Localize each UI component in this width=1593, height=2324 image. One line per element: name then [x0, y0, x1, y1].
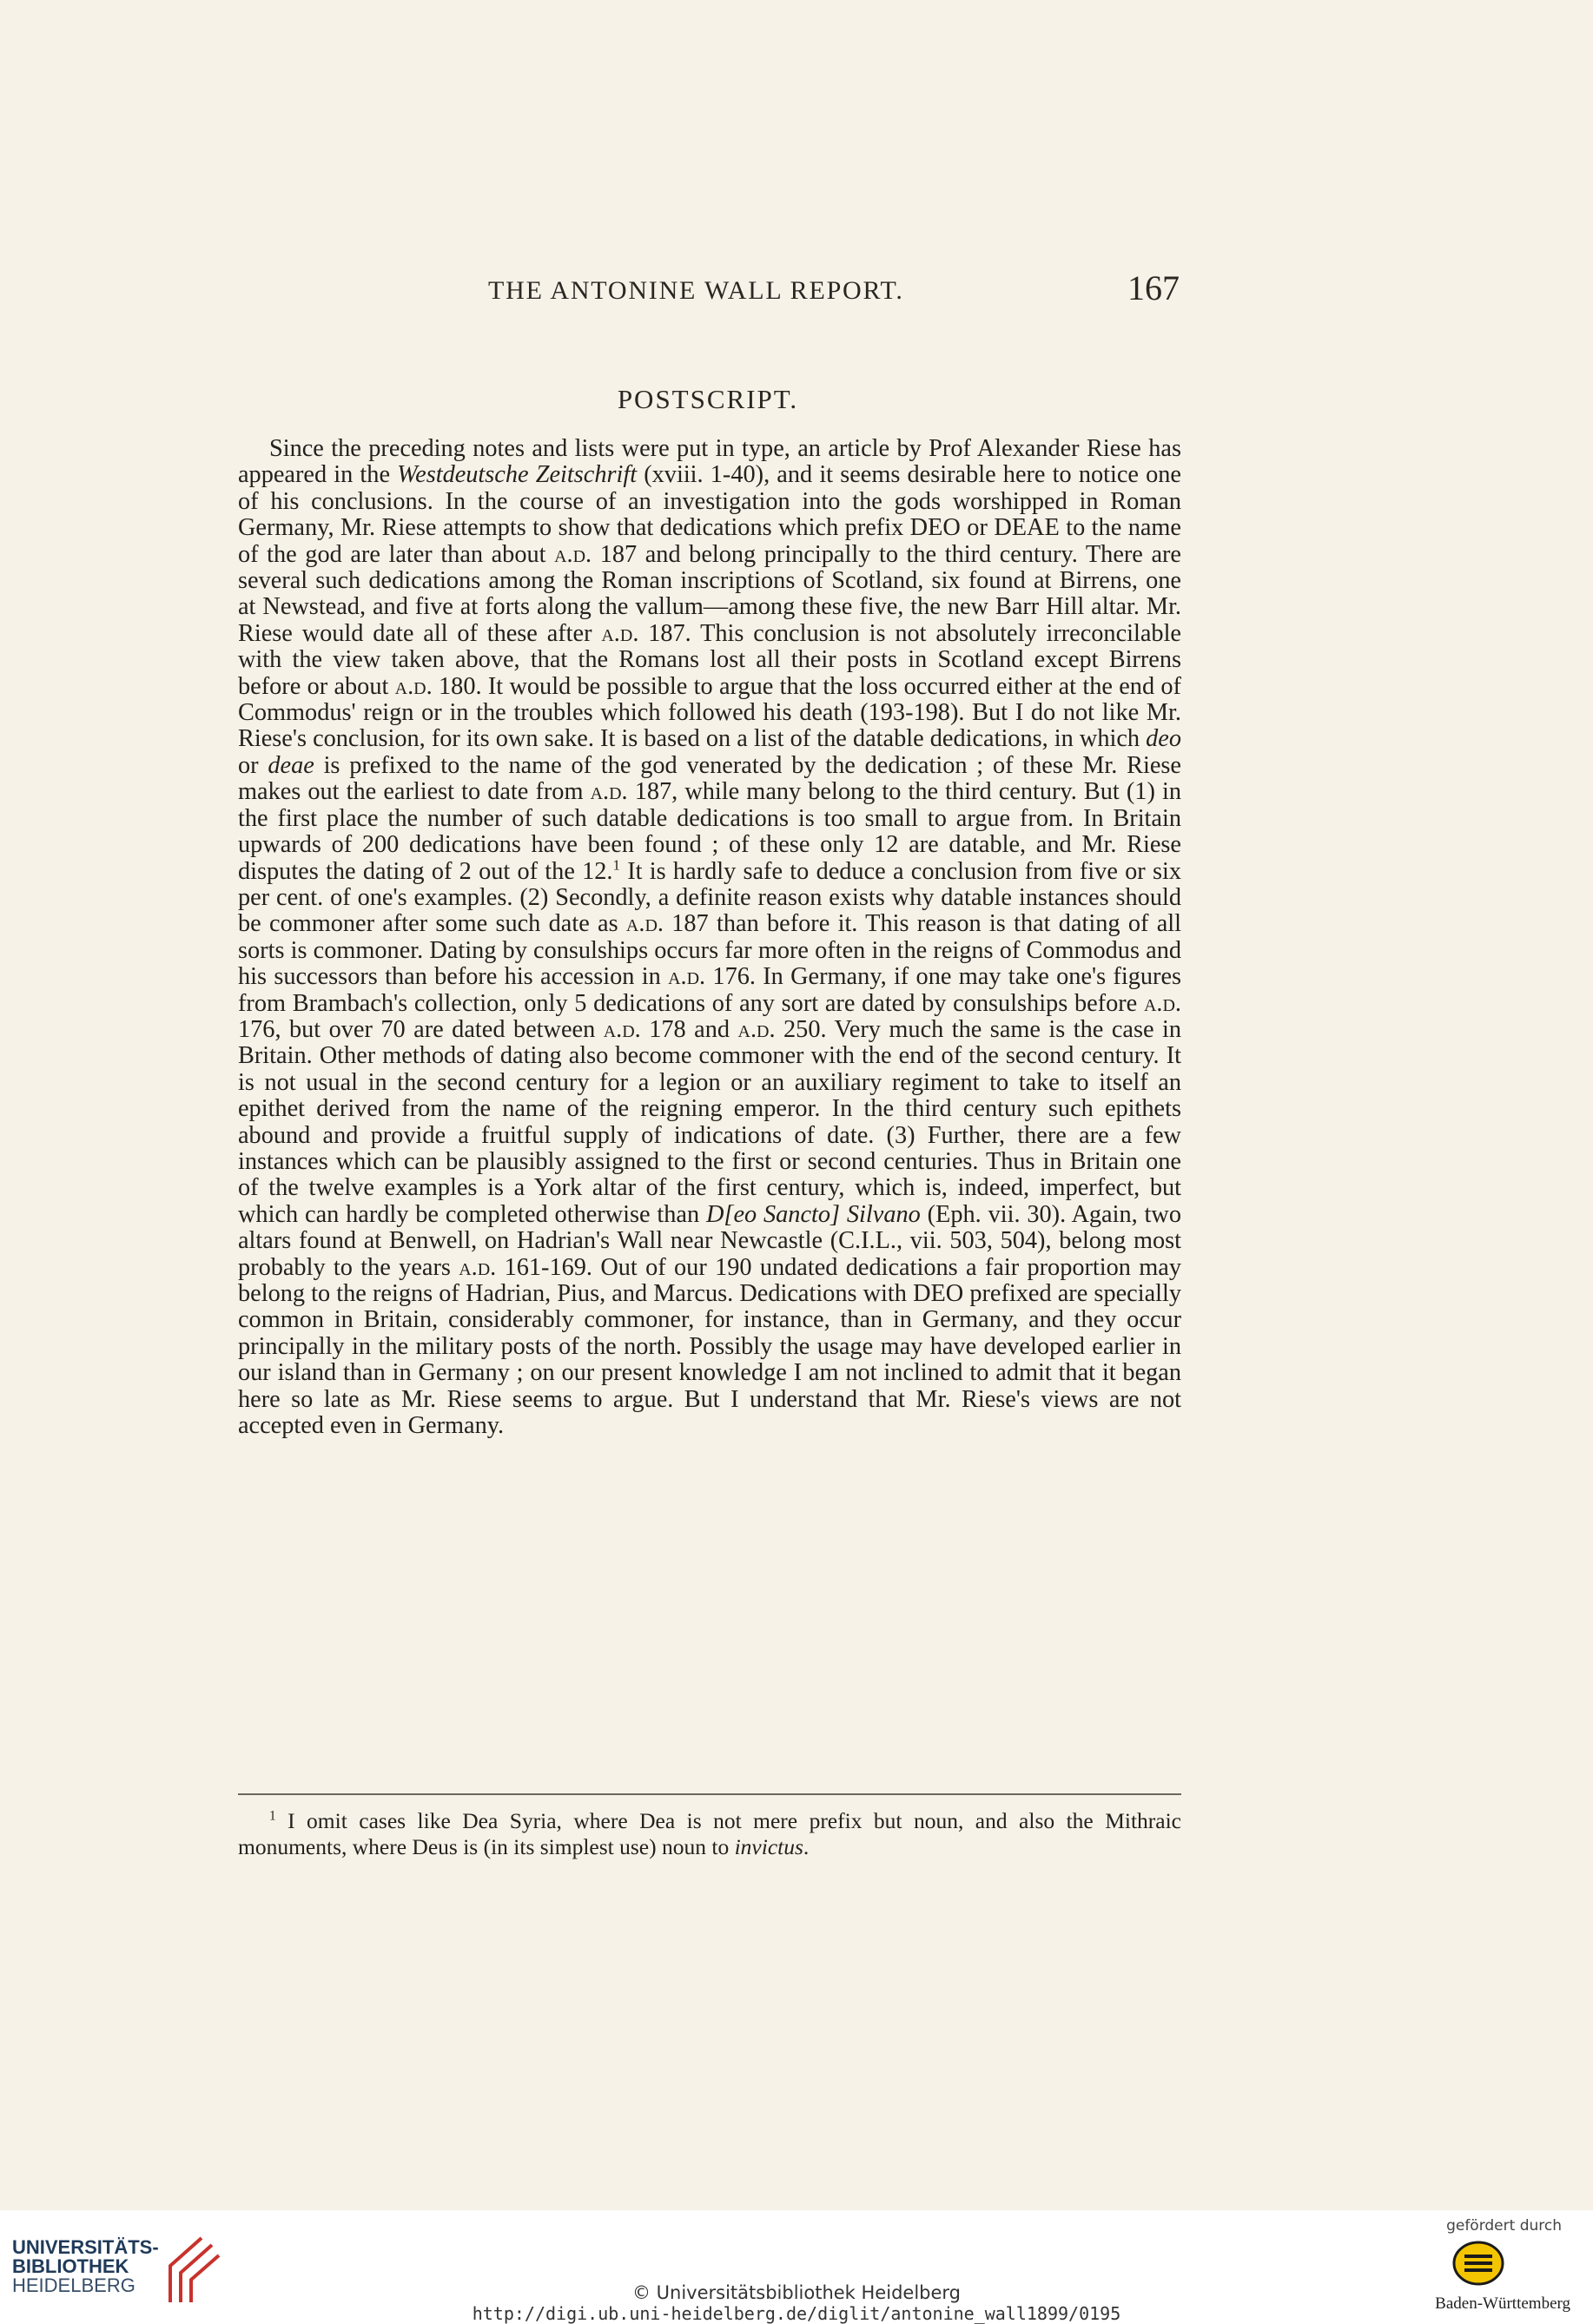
- footnote-rule: [238, 1793, 1181, 1795]
- baden-wuerttemberg-crest-icon[interactable]: [1452, 2241, 1504, 2286]
- era-abbrev: a.d.: [1143, 989, 1181, 1017]
- era-abbrev: a.d.: [737, 1015, 776, 1043]
- era-abbrev: a.d.: [590, 778, 628, 806]
- text-run: (Eph. vii. 30). Again, two altars found at Benwell, on Hadrian's Wall near Newcastle (C.I.L., vii. 503, 504), belong most probably to the years: [238, 1200, 1181, 1281]
- footnote-mark: 1: [269, 1808, 276, 1824]
- text-run: 176. In Germany, if one may take one's figures from Brambach's collection, only 5 dedications of any sort are dated by consulships before: [238, 963, 1182, 1017]
- text-run: 187. This conclusion is not absolutely irreconcilable with the view taken above, that the Romans lost all their posts in Scotland except Birrens before or about: [238, 619, 1181, 700]
- text-run: 161-169. Out of our 190 undated dedications a fair proportion may belong to the reigns of Hadrian, Pius, and Marcus. Dedications with DEO prefixed are specially common in Britain, considerably commoner, for instance, than in Germany, and they occur principally in the military posts of the north. Possibly the usage may have developed earlier in our island than in Germany ; on our present knowledge I am not inclined to admit that it began here so late as Mr. Riese seems to argue. But I understand that Mr. Riese's views are not accepted even in Germany.: [238, 1253, 1181, 1440]
- library-name-line: UNIVERSITÄTS-: [12, 2236, 159, 2258]
- text-run: 176, but over 70 are dated between: [238, 1015, 604, 1043]
- era-abbrev: a.d.: [459, 1253, 497, 1281]
- latin-term: invictus: [734, 1834, 803, 1859]
- footnote-end: .: [803, 1834, 810, 1859]
- footnote-text: I omit cases like Dea Syria, where Dea is not mere prefix but noun, and also the Mithraic monuments, where Deus is (in its simplest use) noun to: [238, 1808, 1181, 1859]
- latin-term: deae: [268, 751, 314, 779]
- copyright-notice: © Universitätsbibliothek Heidelberg: [631, 2282, 961, 2303]
- sponsor-name: Baden-Württemberg: [1435, 2294, 1570, 2313]
- text-run: 250. Very much the same is the case in Britain. Other methods of dating also become commoner with the end of the second century. It is not usual in the second century for a legion or an auxiliary regiment to take to itself an epithet derived from the name of the reigning emperor. In the third century such epithets abound and provide a fruitful supply of indications of date. (3) Further, there are a few instances which can be plausibly assigned to the first or second centuries. Thus in Britain one of the twelve examples is a York altar of the first century, which is, indeed, imperfect, but which can hardly be completed otherwise than: [238, 1015, 1182, 1228]
- text-run: 187, while many belong to the third century. But (1) in the first place the number of such datable dedications is too small to argue from. In Britain upwards of 200 dedications have been found ; of these only 12 are datable, and Mr. Riese disputes the dating of 2 out of the 12.: [238, 778, 1181, 885]
- text-run: 178 and: [640, 1015, 738, 1043]
- era-abbrev: a.d.: [394, 672, 433, 700]
- journal-title: Westdeutsche Zeitschrift: [397, 461, 638, 489]
- sponsor-label: gefördert durch: [1446, 2217, 1562, 2235]
- footnote-reference: 1: [612, 856, 620, 874]
- latin-term: deo: [1146, 725, 1181, 753]
- inscription-text: D[eo Sancto] Silvano: [706, 1200, 921, 1228]
- text-run: is prefixed to the name of the god venerated by the dedication ; of these Mr. Riese makes out the earliest to date from: [238, 751, 1181, 806]
- era-abbrev: a.d.: [601, 619, 639, 647]
- page-header: [236, 267, 1180, 316]
- era-abbrev: a.d.: [625, 910, 664, 938]
- permalink[interactable]: http://digi.ub.uni-heidelberg.de/diglit/antonine_wall1899/0195: [472, 2303, 1121, 2324]
- library-name-line: HEIDELBERG: [12, 2274, 136, 2296]
- text-run: 187 and belong principally to the third century. There are several such dedications among the Roman inscriptions of Scotland, six found at Birrens, one at Newstead, and five at forts along the vallum—among these five, the new Barr Hill altar. Mr. Riese would date all of these after: [238, 540, 1181, 647]
- library-name-line: BIBLIOTHEK: [12, 2255, 129, 2277]
- text-run: 187 than before it. This reason is that dating of all sorts is commoner. Dating by consulships occurs far more often in the reigns of Commodus and his successors than before his accession in: [238, 910, 1181, 991]
- running-title: THE ANTONINE WALL REPORT.: [488, 276, 904, 305]
- text-run: It is hardly safe to deduce a conclusion from five or six per cent. of one's examples. (2) Secondly, a definite reason exists why datable instances should be commoner after some such date as: [238, 857, 1181, 938]
- text-run: (xviii. 1-40), and it seems desirable here to notice one of his conclusions. In the course of an investigation into the gods worshipped in Roman Germany, Mr. Riese attempts to show that dedications which prefix DEO or DEAE to the name of the god are later than about: [238, 461, 1181, 568]
- text-run: or: [238, 751, 268, 779]
- footnote: [238, 1808, 1181, 1860]
- page-number: 167: [1127, 268, 1180, 307]
- text-run: Since the preceding notes and lists were put in type, an article by Prof Alexander Riese has appeared in the: [238, 435, 1181, 489]
- era-abbrev: a.d.: [554, 540, 592, 568]
- text-run: 180. It would be possible to argue that the loss occurred either at the end of Commodus' reign or in the troubles which followed his death (193-198). But I do not like Mr. Riese's conclusion, for its own sake. It is based on a list of the datable dedications, in which: [238, 672, 1181, 753]
- era-abbrev: a.d.: [603, 1015, 641, 1043]
- body-paragraph: [238, 436, 1181, 1439]
- section-title: POSTSCRIPT.: [617, 384, 799, 414]
- era-abbrev: a.d.: [668, 963, 706, 991]
